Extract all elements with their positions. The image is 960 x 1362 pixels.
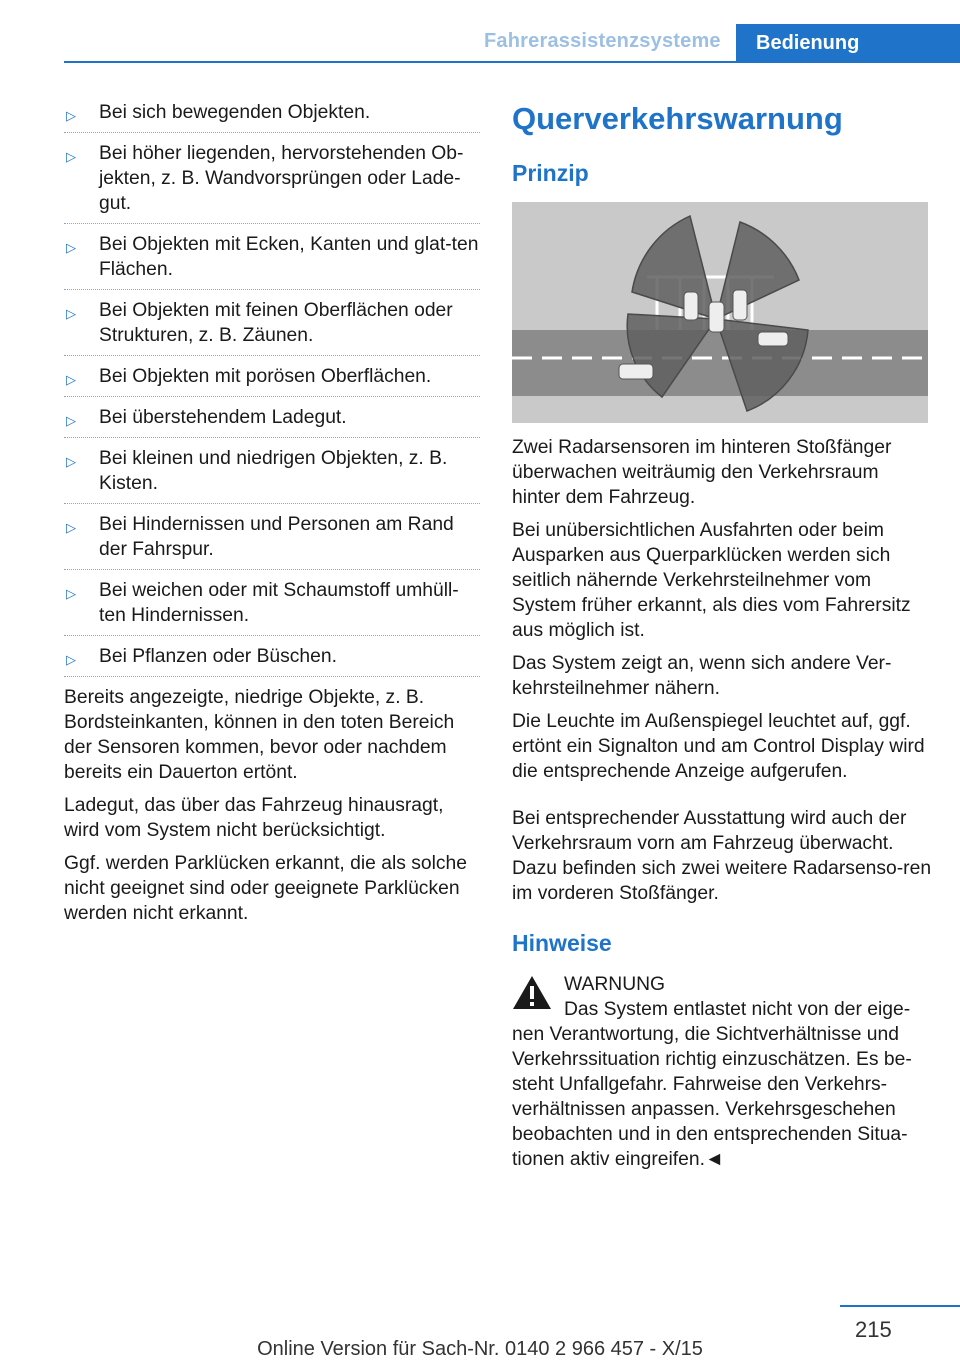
list-item-text: Bei Pflanzen oder Büschen. <box>99 646 337 667</box>
triangle-bullet-icon: ▷ <box>66 240 76 255</box>
list-item-text: Bei überstehendem Ladegut. <box>99 407 347 428</box>
footer-rule <box>840 1305 960 1307</box>
header-section-title: Fahrerassistenzsysteme <box>484 30 721 52</box>
list-item <box>64 644 480 677</box>
paragraph: Das System zeigt an, wenn sich andere Ver-kehrsteilnehmer nähern. <box>512 653 892 699</box>
right-column <box>512 100 932 1180</box>
list-item-text: Bei Hindernissen und Personen am Rand der Fahrspur. <box>99 514 454 560</box>
triangle-bullet-icon: ▷ <box>66 652 76 667</box>
online-version-note: Online Version für Sach-Nr. 0140 2 966 457 - X/15 <box>257 1338 703 1360</box>
list-item <box>64 232 480 290</box>
list-item <box>64 298 480 356</box>
paragraph: Bei entsprechender Ausstattung wird auch der Verkehrsraum vorn am Fahrzeug überwacht. Dazu befinden sich zwei weitere Radarsenso-ren im vorderen Stoßfänger. <box>512 808 932 904</box>
page-number: 215 <box>855 1317 892 1342</box>
list-item <box>64 141 480 224</box>
triangle-bullet-icon: ▷ <box>66 306 76 321</box>
triangle-bullet-icon: ▷ <box>66 586 76 601</box>
list-item-text: Bei Objekten mit Ecken, Kanten und glat-ten Flächen. <box>99 234 479 280</box>
paragraph: Die Leuchte im Außenspiegel leuchtet auf, ggf. ertönt ein Signalton und am Control Display wird die entsprechende Anzeige aufgerufen. <box>512 711 925 782</box>
list-item-text: Bei sich bewegenden Objekten. <box>99 102 371 123</box>
list-item <box>64 512 480 570</box>
paragraph: Bei unübersichtlichen Ausfahrten oder beim Ausparken aus Querparklücken werden sich seitlich nähernde Verkehrsteilnehmer vom System früher erkannt, als dies vom Fahrersitz aus möglich ist. <box>512 520 911 641</box>
header-tab-label: Bedienung <box>736 24 960 63</box>
list-item <box>64 100 480 133</box>
list-item-text: Bei höher liegenden, hervorstehenden Ob-jekten, z. B. Wandvorsprüngen oder Lade-gut. <box>99 143 464 214</box>
triangle-bullet-icon: ▷ <box>66 372 76 387</box>
list-item <box>64 446 480 504</box>
list-item-text: Bei Objekten mit porösen Oberflächen. <box>99 366 432 387</box>
warning-label: WARNUNG <box>564 974 666 995</box>
list-item <box>64 405 480 438</box>
warning-text: Das System entlastet nicht von der eige-nen Verantwortung, die Sichtverhältnisse und Verkehrssituation richtig einzuschätzen. Es be-steht Unfallgefahr. Fahrweise den Verkehrs-verhältnissen anpassen. Verkehrsgeschehen beobachten und in den entsprechenden Situa-tionen aktiv eingreifen.◄ <box>512 999 912 1170</box>
warning-triangle-icon <box>512 974 552 1010</box>
paragraph: Bereits angezeigte, niedrige Objekte, z. B. Bordsteinkanten, können in den toten Bereich der Sensoren kommen, bevor oder nachdem bereits ein Dauerton ertönt. <box>64 687 455 783</box>
warning-block <box>512 972 932 1172</box>
left-column <box>64 100 480 934</box>
list-item-text: Bei kleinen und niedrigen Objekten, z. B. Kisten. <box>99 448 448 494</box>
list-item-text: Bei weichen oder mit Schaumstoff umhüll-ten Hindernissen. <box>99 580 459 626</box>
limitations-list <box>64 100 480 677</box>
triangle-bullet-icon: ▷ <box>66 454 76 469</box>
paragraph: Ladegut, das über das Fahrzeug hinausragt, wird vom System nicht berücksichtigt. <box>64 795 444 841</box>
triangle-bullet-icon: ▷ <box>66 108 76 123</box>
paragraph: Ggf. werden Parklücken erkannt, die als solche nicht geeignet sind oder geeignete Parklücken werden nicht erkannt. <box>64 853 467 924</box>
subsection-title-hinweise: Hinweise <box>512 930 612 956</box>
subsection-title-prinzip: Prinzip <box>512 160 589 186</box>
triangle-bullet-icon: ▷ <box>66 520 76 535</box>
paragraph: Zwei Radarsensoren im hinteren Stoßfänger überwachen weiträumig den Verkehrsraum hinter dem Fahrzeug. <box>512 437 892 508</box>
triangle-bullet-icon: ▷ <box>66 149 76 164</box>
header-rule <box>64 61 960 63</box>
cross-traffic-illustration <box>512 202 928 423</box>
list-item <box>64 578 480 636</box>
section-title: Querverkehrswarnung <box>512 101 843 136</box>
list-item <box>64 364 480 397</box>
list-item-text: Bei Objekten mit feinen Oberflächen oder Strukturen, z. B. Zäunen. <box>99 300 453 346</box>
triangle-bullet-icon: ▷ <box>66 413 76 428</box>
